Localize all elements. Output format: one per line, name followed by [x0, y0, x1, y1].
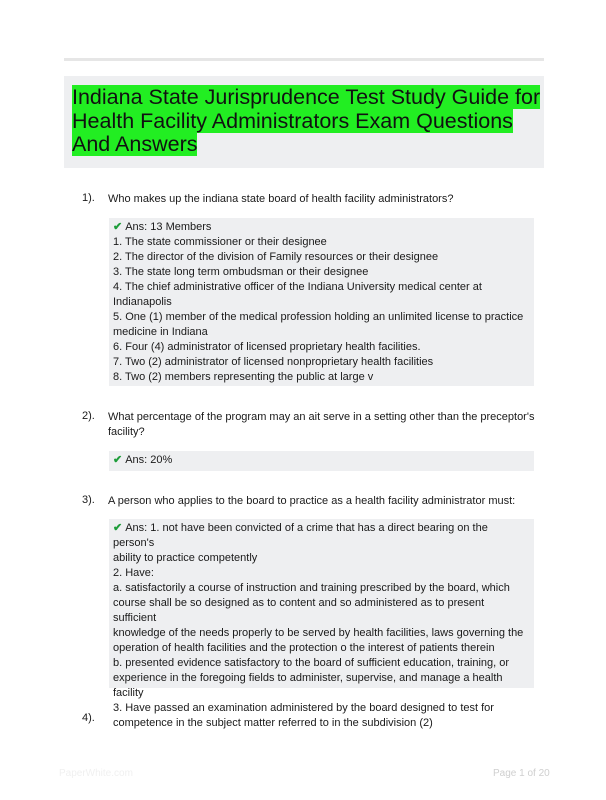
- question-text: What percentage of the program may an ait serve in a setting other than the preceptor's facility?: [108, 411, 535, 438]
- answer-box: [109, 451, 534, 471]
- answer-line: operation of health facilities and the protection o the interest of patients therein: [113, 642, 495, 654]
- answer-line: a. satisfactorily a course of instruction and training prescribed by the board, which: [113, 582, 510, 594]
- footer-watermark: PaperWhite.com: [59, 768, 133, 779]
- answer-line: course shall be so designed as to content and so administered as to present sufficient: [113, 597, 485, 624]
- question-number: 2).: [82, 410, 95, 422]
- answer-line: 3. Have passed an examination administered by the board designed to test for: [113, 702, 494, 714]
- answer-line: 7. Two (2) administrator of licensed nonproprietary health facilities: [113, 356, 434, 368]
- answer-line: ✔ Ans: 20%: [113, 454, 173, 466]
- answer-line: Indianapolis: [113, 296, 172, 308]
- answer-line: 8. Two (2) members representing the public at large v: [113, 371, 374, 383]
- answer-line: 2. The director of the division of Family resources or their designee: [113, 251, 439, 263]
- answer-line: ability to practice competently: [113, 552, 258, 564]
- title-line-3: And Answers: [72, 132, 198, 156]
- top-divider: [64, 58, 544, 61]
- answer-line: 5. One (1) member of the medical profession holding an unlimited license to practice: [113, 311, 524, 323]
- title-box: [64, 76, 544, 168]
- answer-line: 6. Four (4) administrator of licensed proprietary health facilities.: [113, 341, 421, 353]
- question-number: 1).: [82, 192, 95, 204]
- question-text: Who makes up the indiana state board of health facility administrators?: [108, 193, 454, 205]
- title-line-2: Health Facility Administrators Exam Questions: [72, 108, 513, 133]
- page-number: Page 1 of 20: [493, 768, 550, 779]
- title-line-1: Indiana State Jurisprudence Test Study Guide for: [72, 85, 541, 109]
- answer-line: 2. Have:: [113, 567, 154, 579]
- check-icon: ✔: [113, 522, 123, 534]
- page-title: [72, 86, 542, 157]
- check-icon: ✔: [113, 221, 123, 233]
- answer-line: medicine in Indiana: [113, 326, 208, 338]
- answer-line: knowledge of the needs properly to be served by health facilities, laws governing the: [113, 627, 524, 639]
- answer-line: b. presented evidence satisfactory to the board of sufficient education, training, or: [113, 657, 510, 669]
- answer-line: 1. The state commissioner or their designee: [113, 236, 327, 248]
- question-text: A person who applies to the board to practice as a health facility administrator must:: [108, 495, 516, 507]
- answer-line: experience in the foregoing fields to administer, supervise, and manage a health facility: [113, 672, 503, 699]
- answer-line: 4. The chief administrative officer of the Indiana University medical center at: [113, 281, 482, 293]
- answer-line: ✔ Ans: 13 Members: [113, 221, 212, 233]
- answer-line: competence in the subject matter referred to in the subdivision (2): [113, 717, 433, 729]
- question-number: 3).: [82, 494, 95, 506]
- answer-line: ✔ Ans: 1. not have been convicted of a crime that has a direct bearing on the person's: [113, 522, 488, 549]
- answer-box: [109, 218, 534, 386]
- answer-line: 3. The state long term ombudsman or their designee: [113, 266, 369, 278]
- check-icon: ✔: [113, 454, 123, 466]
- question-number: 4).: [82, 712, 95, 724]
- answer-box: [109, 519, 534, 729]
